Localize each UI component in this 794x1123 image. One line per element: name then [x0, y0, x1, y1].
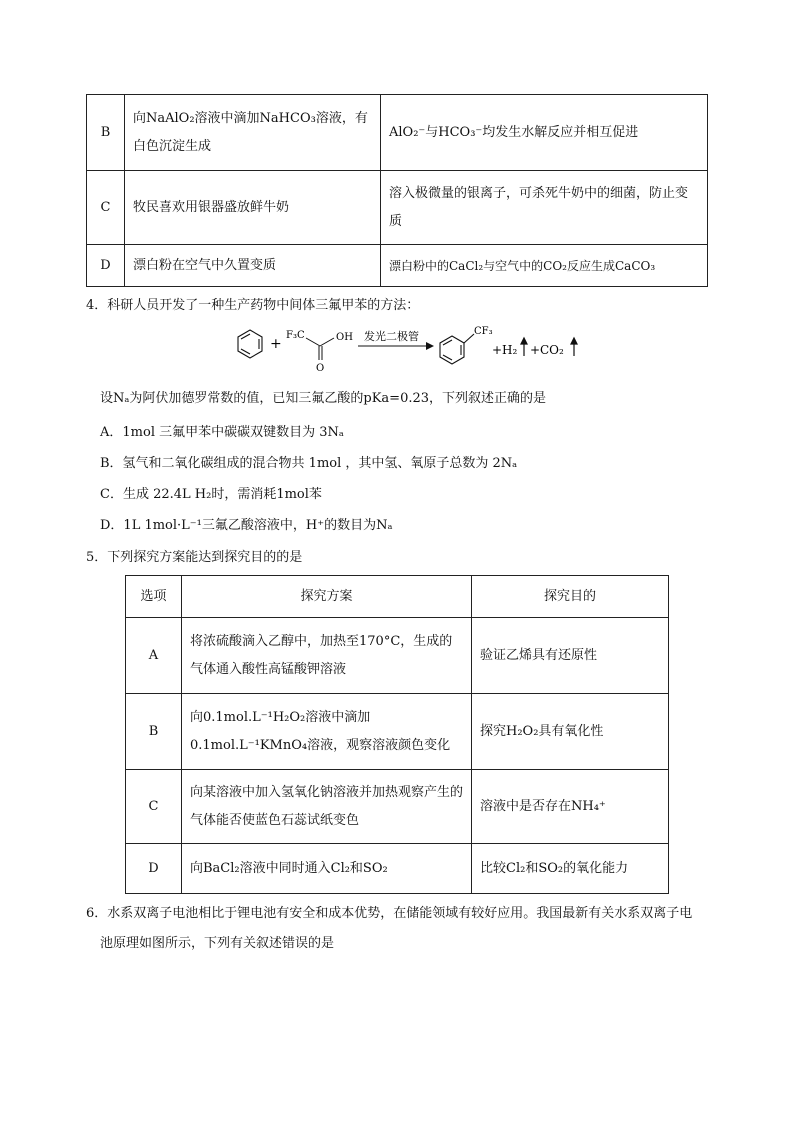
h2-label: H₂	[502, 343, 518, 357]
row-label: C	[87, 171, 125, 245]
question-5-stem: 5．下列探究方案能达到探究目的的是	[86, 550, 303, 565]
row-label: B	[87, 95, 125, 171]
arrow-condition-label: 发光二极管	[364, 330, 419, 343]
reagent-cf3-label: F₃C	[286, 330, 305, 341]
goal-cell: 验证乙烯具有还原性	[472, 618, 669, 694]
co2-label: CO₂	[540, 343, 564, 357]
header-goal: 探究目的	[472, 576, 669, 618]
phenomenon-cell: 向NaAlO₂溶液中滴加NaHCO₃溶液，有白色沉淀生成	[125, 95, 381, 171]
plus-sign: +	[492, 343, 503, 357]
table-row	[126, 618, 669, 694]
plan-cell: 将浓硫酸滴入乙醇中，加热至170°C，生成的气体通入酸性高锰酸钾溶液	[182, 618, 472, 694]
explanation-cell: 溶入极微量的银离子，可杀死牛奶中的细菌，防止变质	[381, 171, 708, 245]
plan-cell: 向BaCl₂溶液中同时通入Cl₂和SO₂	[182, 844, 472, 894]
product-cf3-label: CF₃	[474, 326, 493, 337]
table-row	[126, 694, 669, 770]
explanation-cell: 漂白粉中的CaCl₂与空气中的CO₂反应生成CaCO₃	[381, 245, 708, 287]
goal-cell: 溶液中是否存在NH₄⁺	[472, 770, 669, 844]
experiment-table	[125, 575, 669, 894]
gas-up-arrow-icon	[571, 338, 577, 356]
reagent-o-label: O	[316, 363, 325, 374]
goal-cell: 探究H₂O₂具有氧化性	[472, 694, 669, 770]
question-4-premise: 设Nₐ为阿伏加德罗常数的值，已知三氟乙酸的pKa=0.23，下列叙述正确的是	[100, 391, 547, 406]
table-header-row	[126, 576, 669, 618]
row-label: A	[126, 618, 182, 694]
phenomenon-cell: 牧民喜欢用银器盛放鲜牛奶	[125, 171, 381, 245]
explanation-cell: AlO₂⁻与HCO₃⁻均发生水解反应并相互促进	[381, 95, 708, 171]
plan-cell: 向0.1mol.L⁻¹H₂O₂溶液中滴加0.1mol.L⁻¹KMnO₄溶液，观察溶液颜色变化	[182, 694, 472, 770]
gas-up-arrow-icon	[521, 338, 527, 356]
question-6-line-2: 池原理如图所示，下列有关叙述错误的是	[100, 936, 335, 951]
table-row	[87, 245, 708, 287]
row-label: D	[126, 844, 182, 894]
answer-table	[86, 94, 708, 287]
header-plan: 探究方案	[182, 576, 472, 618]
plus-sign: +	[530, 343, 541, 357]
header-option: 选项	[126, 576, 182, 618]
reagent-oh-label: OH	[336, 332, 353, 343]
table-row	[87, 171, 708, 245]
row-label: B	[126, 694, 182, 770]
arrow-head-icon	[426, 342, 434, 350]
option-a: A．1mol 三氟甲苯中碳碳双键数目为 3Nₐ	[100, 425, 344, 440]
plus-sign: +	[270, 336, 282, 352]
option-c: C．生成 22.4L H₂时，需消耗1mol苯	[100, 487, 322, 502]
question-6-line-1: 6．水系双离子电池相比于锂电池有安全和成本优势，在储能领域有较好应用。我国最新有关水系双离子电	[86, 906, 693, 921]
option-d: D．1L 1mol·L⁻¹三氟乙酸溶液中，H⁺的数目为Nₐ	[100, 518, 393, 533]
table-row	[126, 770, 669, 844]
trifluorotoluene-icon	[440, 334, 474, 364]
table-row	[126, 844, 669, 894]
table-row	[87, 95, 708, 171]
benzene-icon	[238, 330, 262, 358]
option-b: B．氢气和二氧化碳组成的混合物共 1mol ，其中氢、氧原子总数为 2Nₐ	[100, 456, 518, 471]
phenomenon-cell: 漂白粉在空气中久置变质	[125, 245, 381, 287]
plan-cell: 向某溶液中加入氢氧化钠溶液并加热观察产生的气体能否使蓝色石蕊试纸变色	[182, 770, 472, 844]
reaction-scheme	[228, 322, 608, 378]
question-4-stem: 4．科研人员开发了一种生产药物中间体三氟甲苯的方法：	[86, 298, 420, 313]
row-label: C	[126, 770, 182, 844]
goal-cell: 比较Cl₂和SO₂的氧化能力	[472, 844, 669, 894]
acid-skeleton-icon	[306, 338, 334, 360]
row-label: D	[87, 245, 125, 287]
